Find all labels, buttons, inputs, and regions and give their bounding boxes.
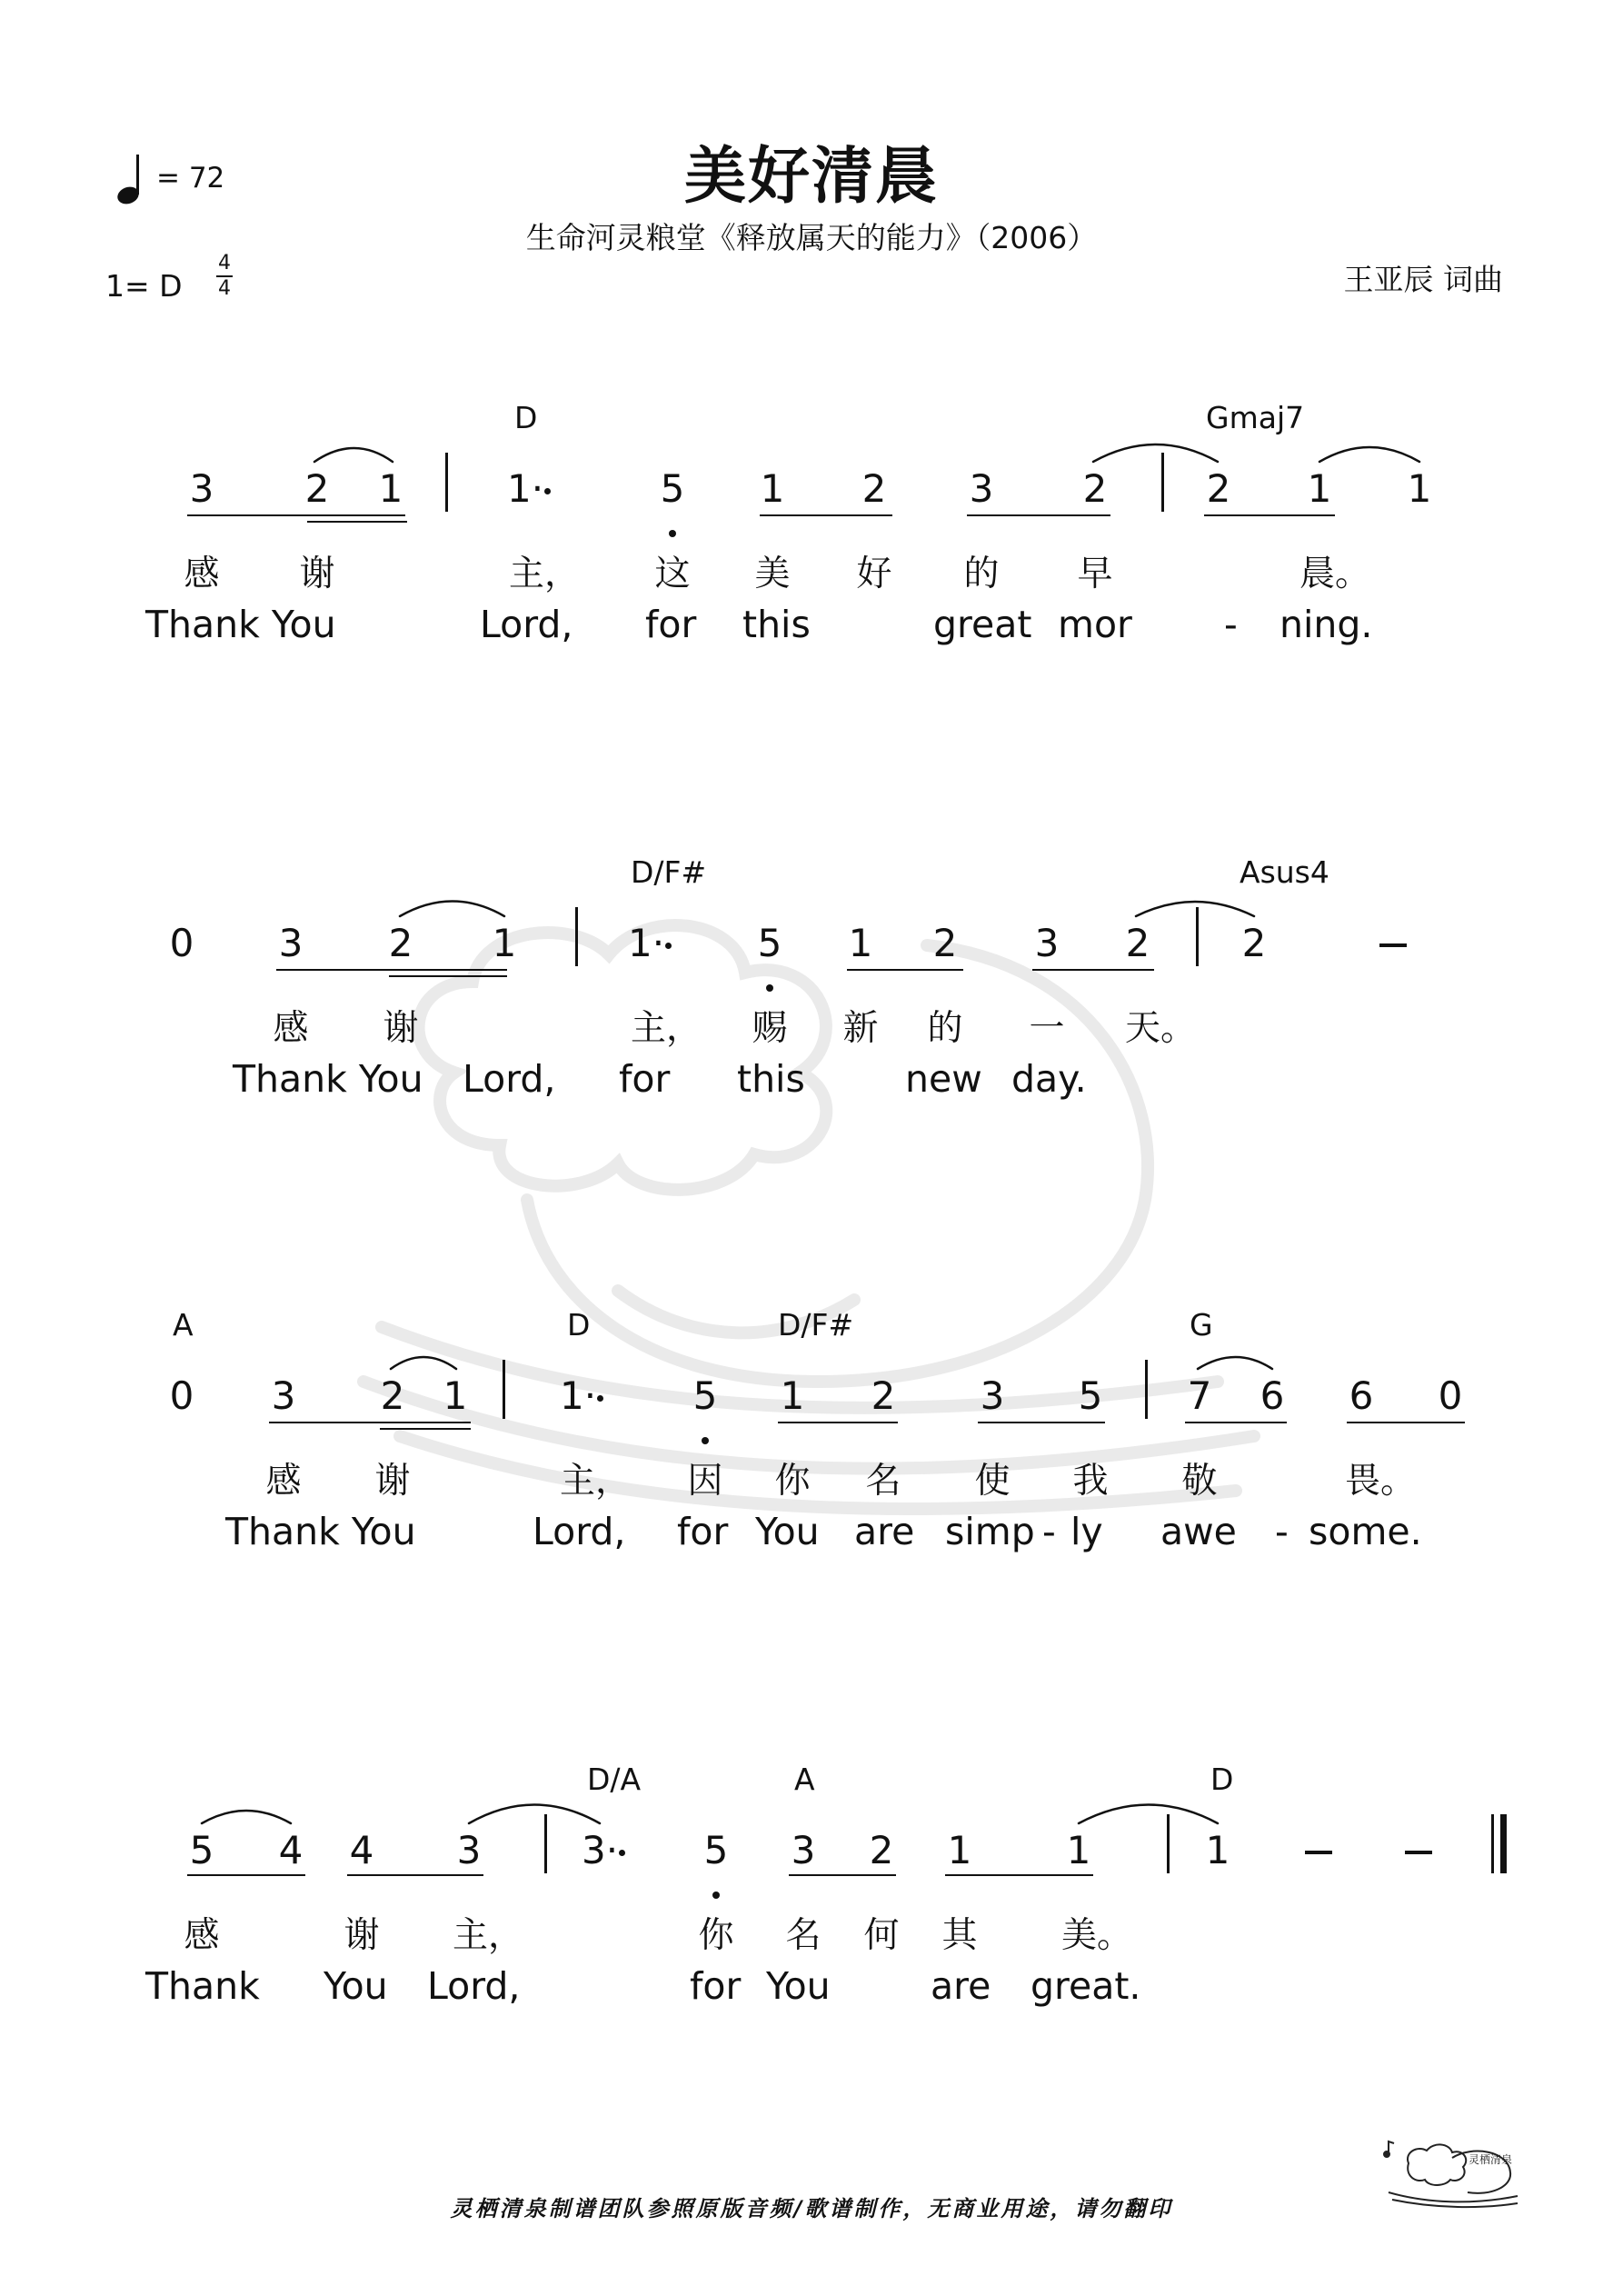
lyric-en: awe (1160, 1510, 1237, 1553)
chord: Asus4 (1240, 854, 1329, 890)
note: 3 (791, 1828, 816, 1872)
note: 0 (1438, 1373, 1463, 1418)
lyric-cn: 感 (265, 1461, 302, 1502)
lyric-en: Thank You (145, 603, 336, 646)
lyric-cn: 谢 (374, 1461, 411, 1502)
lyric-cn: 早 (1077, 554, 1113, 594)
lyric-cn: 其 (941, 1915, 978, 1956)
note: 1 (378, 466, 403, 511)
chord: D/F# (631, 854, 707, 890)
chord: D (514, 400, 538, 435)
lyric-cn: 畏。 (1345, 1461, 1417, 1502)
note: 1· (628, 921, 665, 965)
lyric-en: great. (1031, 1964, 1141, 2008)
note: 0 (169, 1373, 194, 1418)
lyric-cn: 主， (631, 1008, 702, 1049)
sheep-logo-icon (1381, 2136, 1527, 2209)
lyric-en: Lord, (480, 603, 573, 646)
lyric-en: mor (1058, 603, 1132, 646)
lyric-en: Lord, (463, 1057, 556, 1101)
note: 0 (169, 921, 194, 965)
note: 2 (1125, 921, 1150, 965)
lyric-en: for (645, 603, 697, 646)
lyric-cn: 敬 (1181, 1461, 1218, 1502)
lyric-en: simp (945, 1510, 1035, 1553)
lyric-cn: 赐 (752, 1008, 788, 1049)
lyric-en: great (933, 603, 1032, 646)
tie (1198, 1357, 1272, 1369)
lyric-cn: 因 (687, 1461, 723, 1502)
lyric-cn: 感 (184, 554, 220, 594)
lyric-en: You (766, 1964, 831, 2008)
note: 1 (760, 466, 785, 511)
chord: Gmaj7 (1206, 400, 1305, 435)
tie (202, 1811, 291, 1823)
lyric-cn: 美。 (1061, 1915, 1133, 1956)
lyric-cn: 的 (963, 554, 1000, 594)
lyric-en: ning. (1279, 603, 1373, 646)
note: 5 (1078, 1373, 1103, 1418)
note: 1 (1307, 466, 1332, 511)
tie (314, 448, 393, 462)
tie (1319, 447, 1419, 462)
lyric-cn: 新 (842, 1008, 879, 1049)
lyric-cn: 的 (927, 1008, 963, 1049)
note: 4 (349, 1828, 374, 1872)
lyric-en: are (931, 1964, 991, 2008)
lyric-en: for (677, 1510, 729, 1553)
chord: D/F# (778, 1307, 854, 1343)
note: 3 (271, 1373, 296, 1418)
note: 3 (969, 466, 994, 511)
lyric-en: for (619, 1057, 671, 1101)
lyric-cn: 你 (698, 1915, 734, 1956)
lyric-en: this (737, 1057, 805, 1101)
note: 2 (871, 1373, 896, 1418)
lyric-cn: 主， (453, 1915, 524, 1956)
lyric-cn: 谢 (299, 554, 335, 594)
note: 3 (456, 1828, 482, 1872)
lyric-en: Thank You (225, 1510, 416, 1553)
note: 1 (1407, 466, 1432, 511)
lyric-cn: 名 (865, 1461, 901, 1502)
lyric-en: ly (1070, 1510, 1103, 1553)
chord: D/A (587, 1762, 642, 1797)
lyric-en: are (854, 1510, 915, 1553)
lyric-en: You (324, 1964, 388, 2008)
note: 1 (443, 1373, 468, 1418)
lyric-cn: 一 (1029, 1008, 1065, 1049)
lyric-cn: 谢 (383, 1008, 419, 1049)
note: 5 (692, 1373, 718, 1418)
note: 5 (189, 1828, 214, 1872)
tie (1136, 902, 1254, 916)
lyric-en: for (690, 1964, 742, 2008)
chord: G (1190, 1307, 1213, 1343)
note: 5 (757, 921, 782, 965)
note: 2 (380, 1373, 405, 1418)
note: 5 (660, 466, 685, 511)
tie (469, 1805, 600, 1824)
lyric-en: - (1224, 603, 1238, 646)
lyric-en: some. (1309, 1510, 1422, 1553)
tie (391, 1357, 456, 1369)
time-signature-bottom: 4 (218, 277, 231, 300)
lyric-en: new (905, 1057, 982, 1101)
note: 2 (932, 921, 958, 965)
note: 3 (980, 1373, 1005, 1418)
note: 2 (304, 466, 330, 511)
lyric-en: - (1275, 1510, 1289, 1553)
lyric-en: Thank (145, 1964, 260, 2008)
lyric-cn: 你 (774, 1461, 811, 1502)
song-source: 生命河灵粮堂《释放属天的能力》（2006） (525, 220, 1098, 255)
note: 3 (1034, 921, 1060, 965)
note: 6 (1260, 1373, 1285, 1418)
lyric-cn: 感 (184, 1915, 220, 1956)
note: 2 (869, 1828, 894, 1872)
tie (1093, 444, 1218, 462)
lyric-en: day. (1011, 1057, 1087, 1101)
lyric-cn: 谢 (344, 1915, 380, 1956)
note: 1 (1205, 1828, 1230, 1872)
note: 3 (278, 921, 304, 965)
note: 3 (189, 466, 214, 511)
note: 1 (780, 1373, 805, 1418)
note: 1 (848, 921, 873, 965)
tempo-marking: = 72 (156, 162, 225, 195)
lyric-cn: 感 (273, 1008, 309, 1049)
lyric-cn: 美 (754, 554, 791, 594)
note: 2 (388, 921, 413, 965)
note: 1 (947, 1828, 972, 1872)
note: 7 (1187, 1373, 1212, 1418)
copyright-footer: 灵栖清泉制谱团队参照原版音频/歌谱制作，无商业用途，请勿翻印 (450, 2196, 1173, 2221)
note: 3· (582, 1828, 619, 1872)
note: 6 (1349, 1373, 1374, 1418)
lyric-cn: 主， (509, 554, 581, 594)
lyric-cn: 名 (785, 1915, 821, 1956)
note: 1 (492, 921, 517, 965)
note: 1 (1066, 1828, 1091, 1872)
note: 2 (1241, 921, 1267, 965)
lyric-en: Lord, (533, 1510, 626, 1553)
lyric-cn: 使 (974, 1461, 1011, 1502)
chord: A (173, 1307, 194, 1343)
logo-text: 灵栖清泉 (1469, 2153, 1513, 2166)
note: 2 (1206, 466, 1231, 511)
note: 1· (560, 1373, 597, 1418)
lyric-en: Thank You (233, 1057, 423, 1101)
key-signature: 1= D (105, 268, 183, 304)
note: 5 (703, 1828, 729, 1872)
note: 1· (507, 466, 544, 511)
chord: A (794, 1762, 815, 1797)
lyric-cn: 何 (863, 1915, 900, 1956)
lyric-en: Lord, (427, 1964, 521, 2008)
lyric-cn: 我 (1072, 1461, 1109, 1502)
chord: D (1210, 1762, 1234, 1797)
note: 4 (278, 1828, 304, 1872)
lyric-cn: 主， (560, 1461, 632, 1502)
lyric-cn: 好 (856, 554, 892, 594)
lyric-en: You (755, 1510, 820, 1553)
time-signature-top: 4 (218, 252, 231, 275)
song-title: 美好清晨 (683, 141, 939, 213)
lyric-cn: 晨。 (1299, 554, 1371, 594)
lyric-cn: 天。 (1125, 1008, 1197, 1049)
lyric-en: - (1042, 1510, 1056, 1553)
chord: D (567, 1307, 591, 1343)
composer-credit: 王亚辰 词曲 (1343, 262, 1503, 297)
note: 2 (861, 466, 887, 511)
tie (1079, 1805, 1218, 1824)
note: 2 (1082, 466, 1108, 511)
lyric-cn: 这 (654, 554, 691, 594)
tie (400, 902, 504, 917)
lyric-en: this (742, 603, 811, 646)
